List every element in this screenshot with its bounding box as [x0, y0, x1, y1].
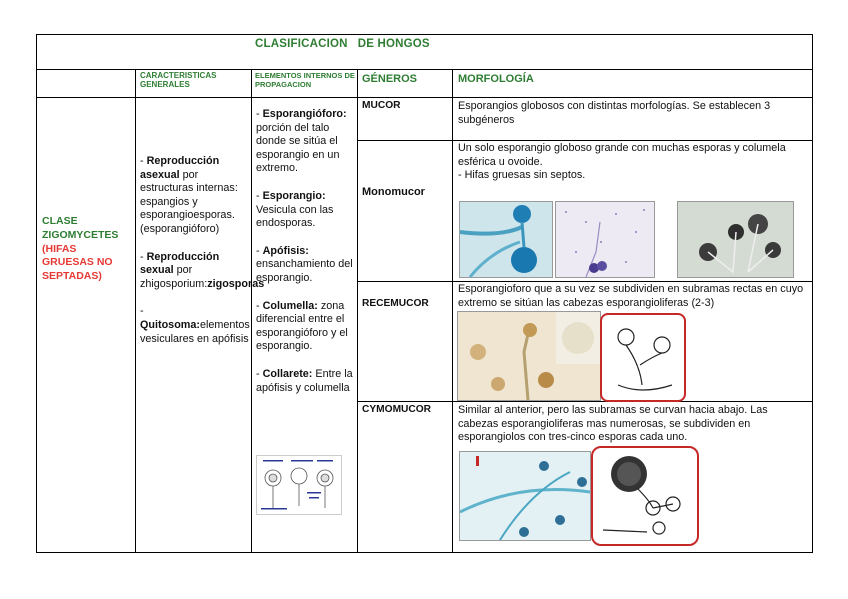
columella-text: zona diferencial entre el esporangióforo y el esporangio.	[256, 299, 348, 353]
genus-mucor: MUCOR	[362, 100, 401, 111]
title-row-divider	[36, 69, 813, 70]
header-elementos: ELEMENTOS INTERNOS DE PROPAGACION	[255, 71, 355, 89]
recemucor-drawing	[600, 313, 686, 402]
header-row-divider	[36, 97, 813, 98]
elementos-cell	[256, 108, 355, 395]
page-title	[255, 38, 440, 50]
row-divider-mucor	[357, 140, 813, 141]
genus-monomucor: Monomucor	[362, 186, 425, 198]
table-border-top	[36, 34, 813, 35]
esporangioforo-text: porción del talo donde se sitúa el esporangio en un extremo.	[256, 121, 340, 175]
columella-title: Columella:	[262, 299, 318, 312]
apofisis-def: - Apófisis: ensanchamiento del esporangio.	[256, 244, 353, 284]
quitosoma: - Quitosoma:elementos vesiculares en apófisis	[140, 305, 250, 345]
header-generos: GÉNEROS	[362, 73, 418, 85]
clase-line-2: ZIGOMYCETES	[42, 228, 119, 241]
collarete-def: - Collarete: Entre la apófisis y columella	[256, 367, 353, 394]
col-divider-3	[357, 69, 358, 553]
sporangium-diagram-image	[256, 455, 342, 515]
collarete-title: Collarete:	[262, 367, 313, 380]
quitosoma-text: elementos vesiculares en apófisis	[140, 318, 250, 345]
morfologia-monomucor-line1: Un solo esporangio globoso grande con muchas esporas y columela esférica u ovoide.	[458, 142, 786, 168]
genus-cymomucor: CYMOMUCOR	[362, 404, 432, 415]
clase-label	[42, 215, 134, 284]
clase-line-5: SEPTADAS)	[42, 270, 102, 283]
morfologia-cymomucor: Similar al anterior, pero las subramas se curvan hacia abajo. Las cabezas esporangioliferas mas numerosas, se subdividen en esporangiolos con tres-cinco esporas cada uno.	[458, 404, 768, 444]
esporangio-def: - Esporangio: Vesicula con las endosporas.	[256, 189, 334, 230]
esporangio-text: Vesicula con las endosporas.	[256, 203, 334, 230]
esporangio-title: Esporangio:	[262, 189, 326, 202]
table-border-left	[36, 34, 37, 553]
col-divider-2	[251, 69, 252, 553]
morfologia-monomucor	[458, 142, 808, 183]
reproduccion-asexual: - Reproducción asexual por estructuras internas: espangios y esporangioesporas. (esporangióforo)	[140, 155, 238, 235]
monomucor-micrograph-3	[677, 201, 794, 278]
apofisis-text: ensanchamiento del esporangio.	[256, 258, 353, 284]
table-border-bottom	[36, 552, 813, 553]
esporangioforo-title: Esporangióforo:	[262, 108, 347, 120]
zigosporas-term: zigosporas	[207, 277, 265, 290]
quitosoma-title: Quitosoma:	[140, 318, 200, 331]
genus-recemucor: RECEMUCOR	[362, 298, 429, 309]
row-divider-recemucor	[357, 401, 813, 402]
reproduccion-sexual-text: por zhigosporium:	[140, 264, 208, 290]
col-divider-4	[452, 69, 453, 553]
header-caracteristicas: CARACTERISTICAS GENERALES	[140, 71, 217, 89]
cymomucor-micrograph	[459, 451, 591, 541]
morfologia-mucor: Esporangios globosos con distintas morfologías. Se establecen 3 subgéneros	[458, 100, 771, 126]
monomucor-micrograph-1	[459, 201, 553, 278]
recemucor-micrograph	[457, 311, 601, 401]
reproduccion-asexual-text: por estructuras internas: espangios y esporangioesporas. (esporangióforo)	[140, 168, 238, 235]
morfologia-recemucor: Esporangioforo que a su vez se subdividen en subramas rectas en cuyo extremo se sitúan las cabezas esporangioliferas (2-3)	[458, 283, 804, 309]
cymomucor-drawing	[591, 446, 699, 546]
col-divider-1	[135, 69, 136, 553]
morfologia-monomucor-line2: - Hifas gruesas sin septos.	[458, 169, 586, 182]
columella-def: - Columella: zona diferencial entre el esporangióforo y el esporangio.	[256, 299, 348, 353]
title-part-1: CLASIFICACION	[255, 38, 348, 50]
clase-line-4: GRUESAS NO	[42, 256, 113, 269]
title-part-2: DE HONGOS	[357, 38, 430, 50]
row-divider-monomucor	[357, 281, 813, 282]
reproduccion-sexual: - Reproducción sexual por zhigosporium:zigosporas	[140, 250, 265, 290]
reproduccion-sexual-title: Reproducción sexual	[140, 250, 220, 277]
apofisis-title: Apófisis:	[262, 244, 309, 257]
monomucor-micrograph-2	[555, 201, 655, 278]
esporangioforo-def: - Esporangióforo: porción del talo donde se sitúa el esporangio en un extremo.	[256, 108, 347, 175]
header-morfologia: MORFOLOGÍA	[458, 73, 534, 85]
clase-line-1: CLASE	[42, 215, 78, 227]
caracteristicas-cell	[140, 155, 265, 346]
reproduccion-asexual-title: Reproducción asexual	[140, 155, 220, 181]
clase-line-3: (HIFAS	[42, 242, 77, 255]
table-border-right	[812, 34, 813, 553]
collarete-text: Entre la apófisis y columella	[256, 367, 353, 394]
